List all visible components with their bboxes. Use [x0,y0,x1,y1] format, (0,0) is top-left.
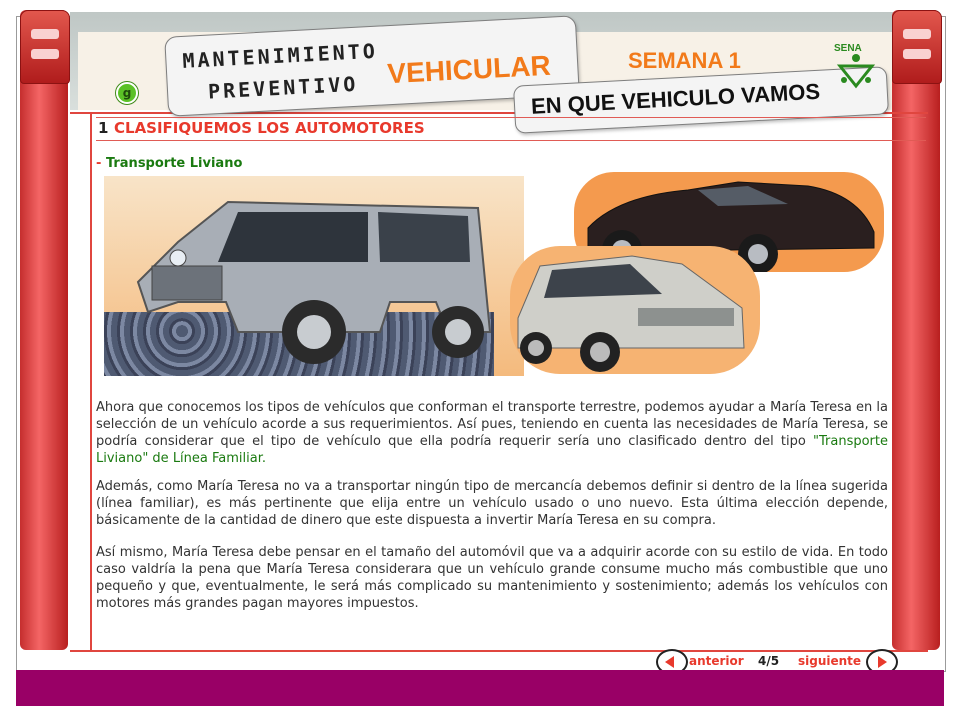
prev-button[interactable]: anterior [689,654,744,668]
paragraph-1-text: Ahora que conocemos los tipos de vehículos que conforman el transporte terrestre, podemos ayudar a María Teresa en la selección de un vehículo acorde a sus requerimientos. Así pues, teniendo en cuenta las necesidades de María Teresa, se podría considerar que el tipo de vehículo que ella podría requerir sería uno clasificado dentro del tipo [96,400,888,449]
week-label: SEMANA 1 [628,48,741,73]
subheading-text: Transporte Liviano [105,156,243,171]
g-badge-icon[interactable]: g [116,82,138,104]
subheading [96,156,242,171]
red-divider [70,650,928,652]
page-indicator: 4/5 [758,654,780,668]
paragraph-1-highlight: "Transporte Liviano" de Línea Familiar. [96,434,888,466]
subheading-dash: - [96,156,102,171]
left-pillar [20,10,68,650]
bottom-band [16,670,944,706]
subtitle-text: EN QUE VEHICULO VAMOS [530,78,821,119]
suv-image [118,182,494,372]
cap-slot [31,29,59,39]
course-title-line1: MANTENIMIENTO [181,38,379,73]
section-title: CLASIFIQUEMOS LOS AUTOMOTORES [114,119,425,137]
paragraph-3: Así mismo, María Teresa debe pensar en el tamaño del automóvil que va a adquirir acorde con su estilo de vida. En todo caso valdría la pena que María Teresa considerara que un vehículo grande consume mucho más combustible que uno pequeño y que, eventualmente, le será más complicado su mantenimiento y sostenimiento; además los vehículos con motores más grandes pagan mayores impuestos. [96,545,888,611]
next-button[interactable]: siguiente [798,654,862,668]
cap-slot [31,49,59,59]
cap-slot [903,49,931,59]
left-pillar-cap [20,10,70,84]
section-number: 1 [98,119,109,137]
course-title-highlight: VEHICULAR [386,49,552,90]
right-pillar-cap [892,10,942,84]
sena-logo-icon [826,40,886,90]
red-vertical-line [90,112,92,652]
logo-text: SENA [834,43,862,54]
right-pillar [892,10,940,650]
paragraph-2: Además, como María Teresa no va a transportar ningún tipo de mercancía debemos definir si dentro de la línea sugerida (línea familiar), es más pertinente que elija entre un vehículo usado o uno nuevo. Esta última elección depende, básicamente de la cantidad de dinero que este dispuesta a invertir María Teresa en su compra. [96,479,888,528]
silver-suv-image [512,248,748,372]
course-title-line2: PREVENTIVO [207,71,359,104]
paragraph-1 [96,399,888,467]
cap-slot [903,29,931,39]
